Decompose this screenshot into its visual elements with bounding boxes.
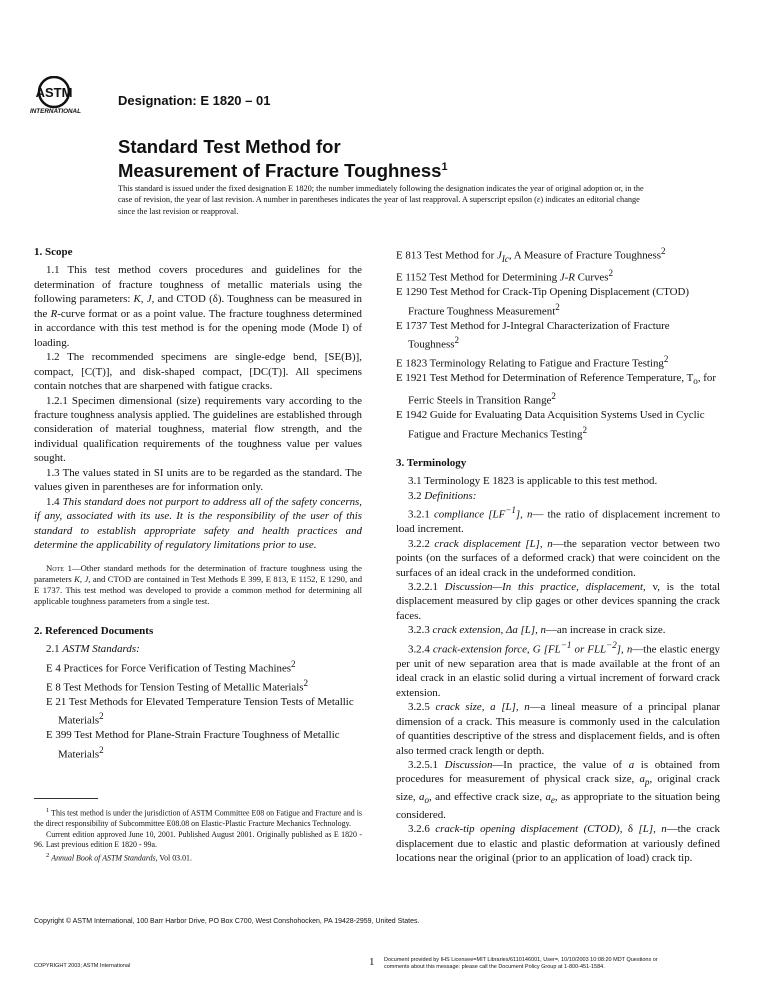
footnote-edition: Current edition approved June 10, 2001. Published August 2001. Originally published as E 1820 - 96. Last previous edition E 1820 - 99a. (34, 829, 362, 850)
ref-item: E 1290 Test Method for Crack-Tip Opening Displacement (CTOD) Fracture Toughness Measurement$^2$ (396, 286, 690, 318)
ref-item: E 4 Practices for Force Verification of Testing Machines$^2$ (46, 658, 296, 675)
scope-1-2-1: 1.2.1 Specimen dimensional (size) requirements vary according to the fracture toughness analysis applied. The guidelines are established through consideration of material toughness, material flow strength, and the individual qualification requirements of the toughness value per values sought. (34, 394, 362, 465)
left-column (34, 245, 362, 762)
scope-1-4: 1.4 This standard does not purport to address all of the safety concerns, if any, associated with its use. It is the responsibility of the user of this standard to establish appropriate safety and health practices and determine the applicability of regulatory limitations prior to use. (34, 495, 362, 552)
ref-item: E 1942 Guide for Evaluating Data Acquisition Systems Used in Cyclic Fatigue and Fracture Mechanics Testing$^2$ (396, 409, 705, 441)
logo-subtext: INTERNATIONAL (30, 108, 81, 115)
ref-item: E 21 Test Methods for Elevated Temperature Tension Tests of Metallic Materials$^2$ (46, 695, 354, 727)
term-discussion-2: 3.2.5.1 Discussion—In practice, the value of a is obtained from procedures for measurement of physical crack size, $a_p$, original crack size, $a_o$, and effective crack size, $a_e$, as appropriate to the situation being considered. (396, 759, 721, 821)
ref-item: E 1737 Test Method for J-Integral Characterization of Fracture Toughness$^2$ (396, 319, 670, 351)
term-ctod: 3.2.6 crack-tip opening displacement (CTOD), δ [L], n—the crack displacement due to elastic and plastic deformation at variously defined locations near the original (prior to an application of load) crack tip. (396, 823, 721, 865)
ref-item: E 8 Test Methods for Tension Testing of Metallic Materials$^2$ (46, 677, 309, 694)
scope-1-1: 1.1 This test method covers procedures and guidelines for the determination of fracture toughness of metallic materials using the following parameters: K, J, and CTOD (δ). Toughness can be measured in the R-curve format or as a point value. The fracture toughness determined in accordance with this test method is for the opening mode (Mode I) of loading. (34, 264, 362, 349)
scope-heading: 1. Scope (34, 246, 73, 258)
term-3-1: 3.1 Terminology E 1823 is applicable to this test method. (408, 475, 658, 488)
title-line-2: Measurement of Fracture Toughness$^1$ (118, 160, 448, 182)
ref-item: E 399 Test Method for Plane-Strain Fracture Toughness of Metallic Materials$^2$ (46, 729, 340, 761)
ref-item: E 813 Test Method for $J_{Ic}$, A Measure of Fracture Toughness$^2$ (396, 246, 666, 264)
scope-1-3: 1.3 The values stated in SI units are to be regarded as the standard. The values given in parentheses are for information only. (34, 466, 362, 494)
copyright-line: Copyright © ASTM International, 100 Barr Harbor Drive, PO Box C700, West Conshohocken, PA 19428-2959, United States. (34, 918, 420, 925)
scope-1-2: 1.2 The recommended specimens are single-edge bend, [SE(B)], compact, [C(T)], and disk-shaped compact, [DC(T)]. All specimens contain notches that are sharpened with fatigue cracks. (34, 351, 362, 393)
designation: Designation: E 1820 – 01 (118, 93, 271, 108)
copyright-year: COPYRIGHT 2003; ASTM International (34, 963, 131, 969)
referenced-heading: 2. Referenced Documents (34, 624, 154, 637)
term-compliance: 3.2.1 compliance $[LF^{-1}]$, n— the ratio of displacement increment to load increment. (396, 505, 721, 536)
astm-logo (30, 76, 110, 116)
note-1: Note 1—Other standard methods for the determination of fracture toughness using the parameters K, J, and CTOD are contained in Test Methods E 399, E 813, E 1152, E 1290, and E 1737. This test method was developed to provide a common method for determining all applicable toughness parameters from a single test. (34, 562, 362, 607)
footnotes (34, 806, 362, 864)
title-line-1: Standard Test Method for (118, 136, 341, 157)
term-crack-extension-force: 3.2.4 crack-extension force, G [$FL^{-1}$ or $FLL^{-2}$], n—the elastic energy per unit of new separation area that is made available at the front of an ideal crack in an elastic solid during a virtual increment of forward crack extension. (396, 639, 720, 699)
ref-item: E 1152 Test Method for Determining J-R Curves$^2$ (396, 268, 614, 284)
term-3-2: 3.2 Definitions: (408, 489, 477, 502)
ref-2-1: 2.1 ASTM Standards: (46, 643, 140, 656)
logo-text: ASTM (35, 85, 73, 100)
document-provided-notice: Document provided by IHS Licensee=MIT Libraries/6110146001, User=, 10/10/2003 10:08:20 MDT Questions or comments about this message: please call the Document Policy Group at 1-800-451-1584. (384, 957, 658, 971)
standard-intro: This standard is issued under the fixed designation E 1820; the number immediately following the designation indicates the year of original adoption or, in the case of revision, the year of last revision. A number in parentheses indicates the year of last reapproval. A superscript epsilon (ε) indicates an editorial change since the last revision or reapproval. (118, 184, 644, 216)
ref-item: E 1921 Test Method for Determination of Reference Temperature, $T_o$, for Ferric Steels in Transition Range$^2$ (396, 372, 716, 407)
logo-mark-icon (36, 77, 73, 107)
page-title (118, 136, 678, 181)
term-crack-displacement: 3.2.2 crack displacement [L], n—the separation vector between two points (on the surfaces of a deformed crack) that were coincident on the surfaces of an ideal crack in the undeformed condition. (396, 537, 720, 579)
footnote-2: $^2$ Annual Book of ASTM Standards, Vol 03.01. (46, 852, 192, 863)
terminology-heading: 3. Terminology (396, 456, 467, 469)
footnote-1: $^1$ This test method is under the jurisdiction of ASTM Committee E08 on Fatigue and Fracture and is the direct responsibility of Subcommittee E08.08 on Elastic-Plastic Fracture Mechanics Technology. (34, 807, 362, 829)
ref-item: E 1823 Terminology Relating to Fatigue and Fracture Testing$^2$ (396, 354, 669, 371)
term-crack-size: 3.2.5 crack size, a [L], n—a lineal measure of a principal planar dimension of a crack. This measure is commonly used in the calculation of quantities descriptive of the stress and displacement fields, and is often also termed crack length or depth. (396, 701, 721, 757)
term-crack-extension: 3.2.3 crack extension, Δa [L], n—an increase in crack size. (408, 624, 666, 637)
right-column (396, 244, 720, 866)
page-number: 1 (369, 956, 375, 968)
title-footnote-mark: 1 (441, 161, 448, 173)
term-discussion-1: 3.2.2.1 Discussion—In this practice, displacement, v, is the total displacement measured by clip gages or other devices spanning the crack faces. (396, 580, 721, 622)
footnote-separator (34, 798, 98, 799)
